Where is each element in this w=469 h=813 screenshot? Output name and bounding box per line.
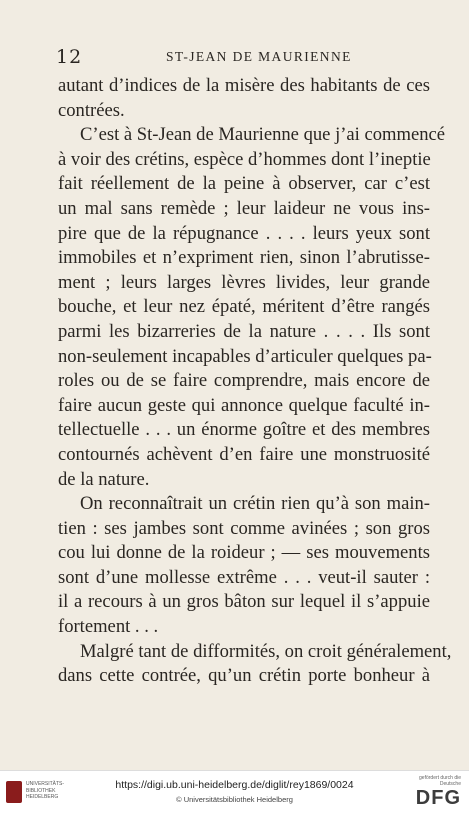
text-line: contournés achèvent d’en faire une monstruosité <box>58 443 430 465</box>
text-line: cou lui donne de la roideur ; — ses mouvements <box>58 542 430 564</box>
text-line: autant d’indices de la misère des habitants de ces <box>58 75 430 96</box>
text-line: tellectuelle . . . un énorme goître et des membres <box>58 419 430 441</box>
text-line: immobiles et n’expriment rien, sinon l’abrutisse- <box>58 247 430 269</box>
text-line: ment ; leurs larges lèvres livides, leur grande <box>58 271 430 293</box>
text-line: il a recours à un gros bâton sur lequel il s’appuie <box>58 591 430 613</box>
text-line: fait réellement de la peine à observer, car c’est <box>58 173 430 195</box>
text-line: de la nature. <box>58 468 150 490</box>
text-line: contrées. <box>58 99 125 121</box>
text-line: non-seulement incapables d’articuler quelques pa- <box>58 345 432 367</box>
university-library-name: UNIVERSITÄTS- BIBLIOTHEK HEIDELBERG <box>26 781 65 800</box>
text-line: pire que de la répugnance . . . . leurs yeux sont <box>58 222 430 244</box>
running-head <box>56 46 421 66</box>
permalink[interactable]: https://digi.ub.uni-heidelberg.de/diglit/rey1869/0024 <box>115 779 354 791</box>
text-line: parmi les bizarreries de la nature . . . . Ils sont <box>58 320 430 342</box>
text-line: à voir des crétins, espèce d’hommes dont l’ineptie <box>58 148 431 170</box>
body-text <box>58 74 452 689</box>
text-line: bouche, et leur nez épaté, méritent d’être rangés <box>58 296 430 318</box>
text-line: C’est à St-Jean de Maurienne que j’ai commencé <box>80 124 446 146</box>
text-line: tien : ses jambes sont comme avinées ; son gros <box>58 517 430 539</box>
text-line: Malgré tant de difformités, on croit généralement, <box>80 640 452 662</box>
page-number: 12 <box>56 46 83 68</box>
text-line: fortement . . . <box>58 616 159 638</box>
copyright-notice: © Universitätsbibliothek Heidelberg <box>176 795 293 804</box>
text-line: roles ou de se faire comprendre, mais encore de <box>58 370 430 392</box>
text-line: sont d’une mollesse extrême . . . veut-il sauter : <box>58 566 430 588</box>
text-line: dans cette contrée, qu’un crétin porte bonheur à <box>58 665 430 687</box>
funder-caption: gefördert durch die Deutsche <box>419 775 461 787</box>
viewer-footer <box>0 770 469 813</box>
running-title: ST-JEAN DE MAURIENNE <box>166 49 352 64</box>
funder-logo[interactable] <box>399 775 461 809</box>
dfg-logo: DFG <box>415 787 461 809</box>
text-line: faire aucun geste qui annonce quelque faculté in- <box>58 394 430 416</box>
text-line: un mal sans remède ; leur laideur ne vous ins- <box>58 197 430 219</box>
text-line: On reconnaîtrait un crétin rien qu’à son main- <box>80 493 430 515</box>
